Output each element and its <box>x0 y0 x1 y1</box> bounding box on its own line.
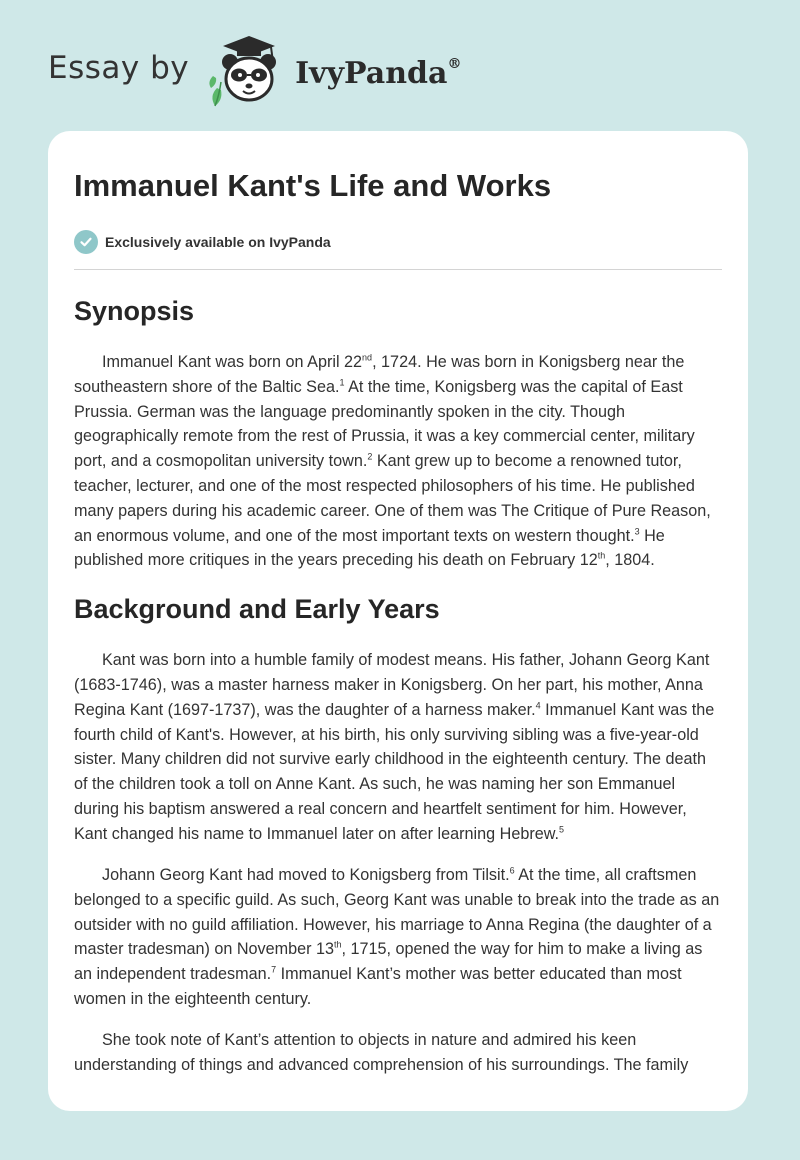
ivypanda-logo-icon <box>203 32 295 112</box>
footnote-marker: 3 <box>634 526 640 537</box>
footnote-marker: th <box>597 550 606 561</box>
footnote-marker: 5 <box>559 824 565 835</box>
exclusive-label: Exclusively available on IvyPanda <box>105 234 331 250</box>
footnote-marker: nd <box>362 352 373 363</box>
paragraph: Kant was born into a humble family of modest means. His father, Johann Georg Kant (1683-1746), was a master harness maker in Konigsberg. On her part, his mother, Anna Regina Kant (1697-1737), was the daughter of a harness maker.$^4$ Immanuel Kant was the fourth child of Kant's. However, at his birth, his only surviving sibling was a five-year-old sister. Many children did not survive early childhood in the eighteenth century. The death of the children took a toll on Anne Kant. As such, he was naming her son Emmanuel during his baptism answered a real concern and heartfelt sentiment for him. However, Kant changed his name to Immanuel later on after learning Hebrew.$^5$ <box>74 651 715 843</box>
footnote-marker: 1 <box>339 377 345 388</box>
essay-card <box>48 131 748 1111</box>
brand-header <box>48 32 461 112</box>
footnote-marker: th <box>334 940 342 951</box>
brand-prefix: Essay by <box>48 50 190 86</box>
paragraph: Immanuel Kant was born on April 22nd, 1724. He was born in Konigsberg near the southeastern shore of the Baltic Sea.$^1$ At the time, Konigsberg was the capital of East Prussia. German was the language predominantly spoken in the city. Though geographically remote from the rest of Prussia, it was a key commercial center, military port, and a cosmopolitan university town.$^2$ Kant grew up to become a renowned tutor, teacher, lecturer, and one of the most respected philosophers of his time. He published many papers during his academic career. One of them was The Critique of Pure Reason, an enormous volume, and one of the most important texts on western thought.$^3$ He published more critiques in the years preceding his death on February 12th, 1804. <box>74 352 711 570</box>
registered-mark: ® <box>447 55 462 72</box>
footnote-marker: 4 <box>535 700 541 711</box>
paragraph: She took note of Kant’s attention to objects in nature and admired his keen understanding of things and advanced comprehension of his surroundings. The family <box>74 1031 689 1075</box>
paragraph: Johann Georg Kant had moved to Konigsberg from Tilsit.$^6$ At the time, all craftsmen belonged to a specific guild. As such, Georg Kant was unable to break into the trade as an outsider with no guild affiliation. However, his marriage to Anna Regina (the daughter of a master tradesman) on November 13th, 1715, opened the way for him to make a living as an independent tradesman.$^7$ Immanuel Kant’s mother was better educated than most women in the eighteenth century. <box>74 865 720 1009</box>
exclusive-badge <box>74 229 722 255</box>
brand-name: IvyPanda® <box>295 55 462 91</box>
section-heading-synopsis: Synopsis <box>74 296 195 326</box>
footnote-marker: 7 <box>271 964 277 975</box>
footnote-marker: 2 <box>367 451 373 462</box>
section-heading-background: Background and Early Years <box>74 594 440 625</box>
divider <box>74 269 722 270</box>
footnote-marker: 6 <box>509 865 515 876</box>
page-title: Immanuel Kant's Life and Works <box>74 168 552 203</box>
check-icon <box>74 230 98 254</box>
